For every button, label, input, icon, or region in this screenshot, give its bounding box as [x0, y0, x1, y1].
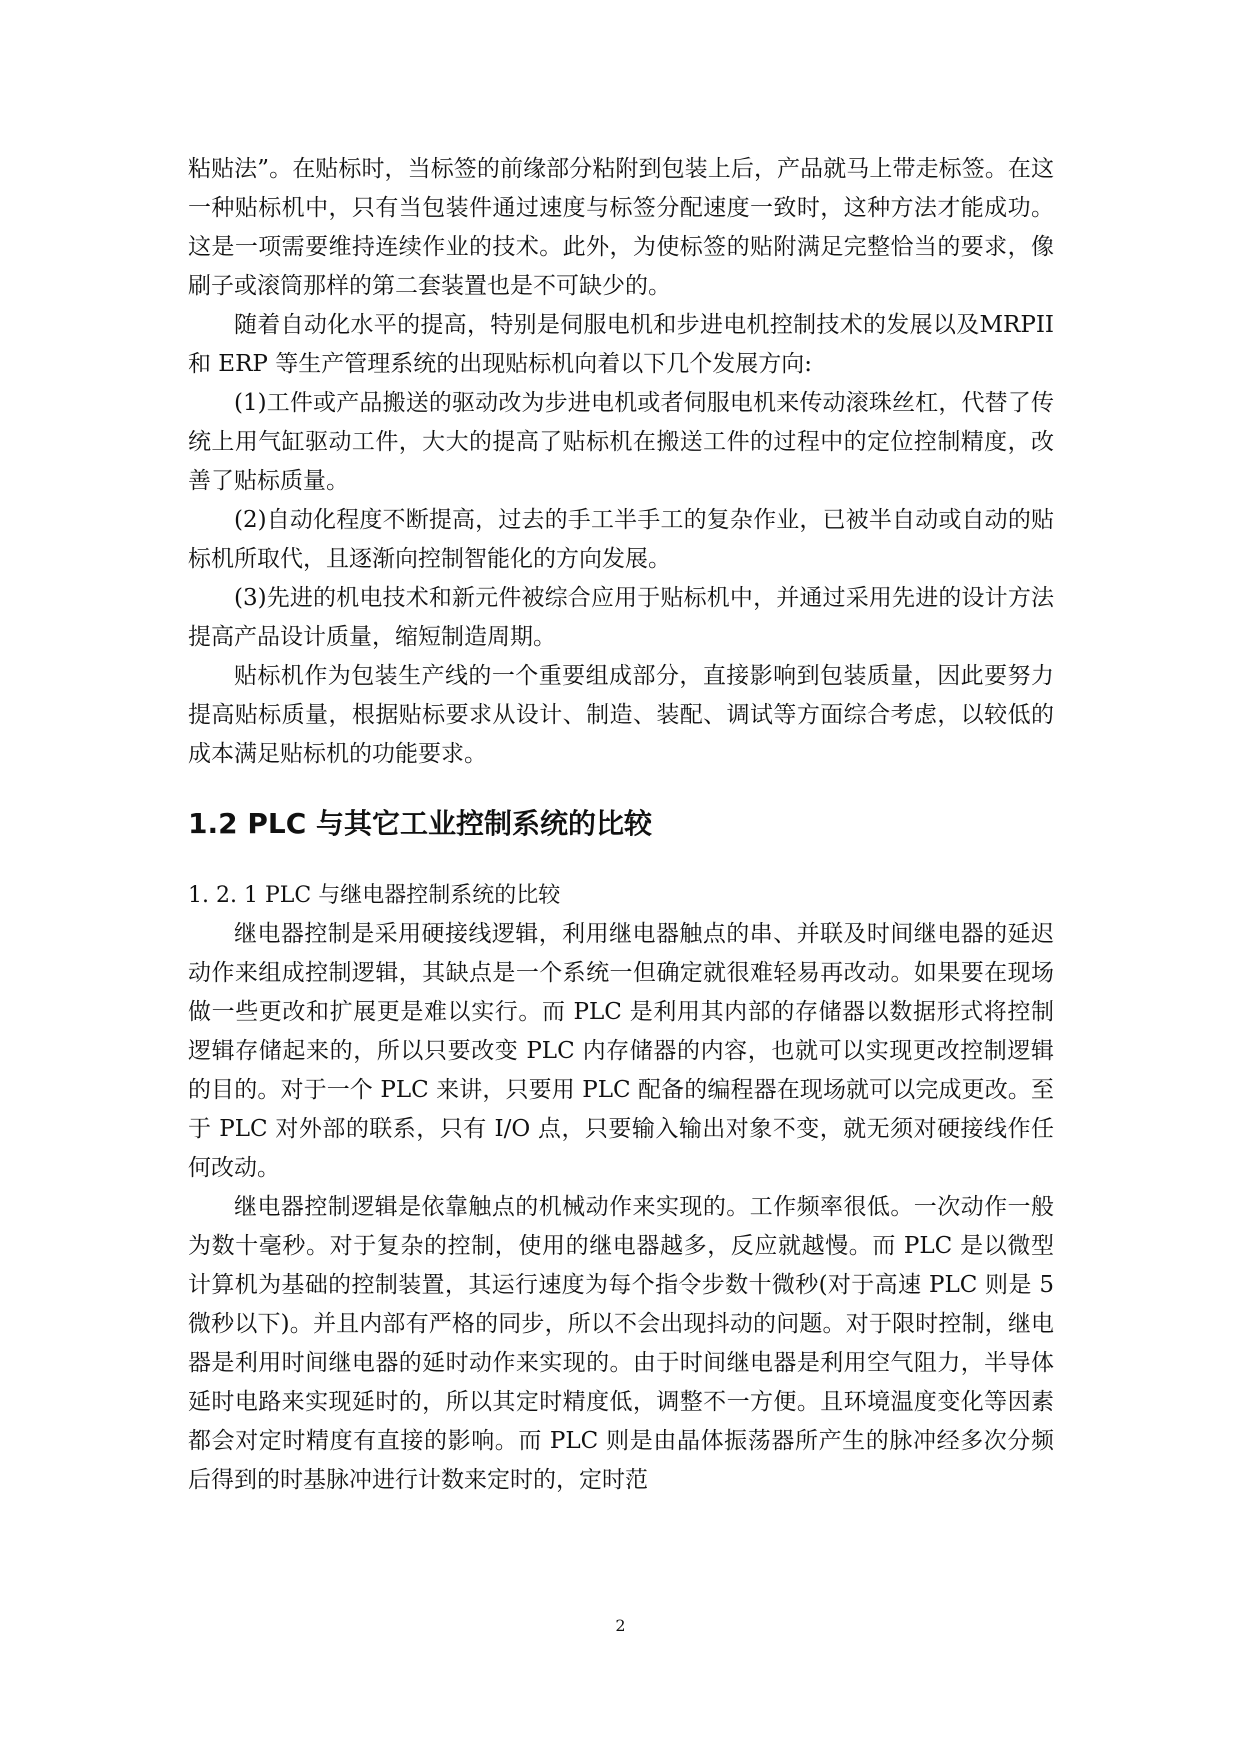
subsection-heading: 1. 2. 1 PLC 与继电器控制系统的比较 — [188, 883, 561, 908]
page-number: 2 — [615, 1616, 626, 1635]
paragraph-summary: 贴标机作为包装生产线的一个重要组成部分，直接影响到包装质量，因此要努力提高贴标质量，根据贴标要求从设计、制造、装配、调试等方面综合考虑，以较低的成本满足贴标机的功能要求。 — [188, 663, 1054, 767]
paragraph-continuation: 粘贴法”。在贴标时，当标签的前缘部分粘附到包装上后，产品就马上带走标签。在这一种贴标机中，只有当包装件通过速度与标签分配速度一致时，这种方法才能成功。这是一项需要维持连续作业的技术。此外，为使标签的贴附满足完整恰当的要求，像刷子或滚筒那样的第二套装置也是不可缺少的。 — [188, 156, 1054, 299]
page-body — [188, 150, 1054, 1500]
paragraph-item-1: (1)工件或产品搬送的驱动改为步进电机或者伺服电机来传动滚珠丝杠，代替了传统上用气缸驱动工件，大大的提高了贴标机在搬送工件的过程中的定位控制精度，改善了贴标质量。 — [188, 390, 1054, 494]
section-heading: 1.2 PLC 与其它工业控制系统的比较 — [188, 807, 653, 840]
paragraph-relay-logic: 继电器控制是采用硬接线逻辑，利用继电器触点的串、并联及时间继电器的延迟动作来组成控制逻辑，其缺点是一个系统一但确定就很难轻易再改动。如果要在现场做一些更改和扩展更是难以实行。而 PLC 是利用其内部的存储器以数据形式将控制逻辑存储起来的，所以只要改变 PLC 内存储器的内容，也就可以实现更改控制逻辑的目的。对于一个 PLC 来讲，只要用 PLC 配备的编程器在现场就可以完成更改。至于 PLC 对外部的联系，只有 I/O 点，只要输入输出对象不变，就无须对硬接线作任何改动。 — [188, 921, 1054, 1181]
paragraph-relay-speed: 继电器控制逻辑是依靠触点的机械动作来实现的。工作频率很低。一次动作一般为数十毫秒。对于复杂的控制，使用的继电器越多，反应就越慢。而 PLC 是以微型计算机为基础的控制装置，其运行速度为每个指令步数十微秒(对于高速 PLC 则是 5 微秒以下)。并且内部有严格的同步，所以不会出现抖动的问题。对于限时控制，继电器是利用时间继电器的延时动作来实现的。由于时间继电器是利用空气阻力，半导体延时电路来实现延时的，所以其定时精度低，调整不一方便。且环境温度变化等因素都会对定时精度有直接的影响。而 PLC 则是由晶体振荡器所产生的脉冲经多次分频后得到的时基脉冲进行计数来定时的，定时范 — [188, 1194, 1054, 1493]
paragraph-development-intro: 随着自动化水平的提高，特别是伺服电机和步进电机控制技术的发展以及MRPII和 ERP 等生产管理系统的出现贴标机向着以下几个发展方向: — [188, 312, 1054, 377]
paragraph-item-2: (2)自动化程度不断提高，过去的手工半手工的复杂作业，已被半自动或自动的贴标机所取代，且逐渐向控制智能化的方向发展。 — [188, 507, 1054, 572]
paragraph-item-3: (3)先进的机电技术和新元件被综合应用于贴标机中，并通过采用先进的设计方法提高产品设计质量，缩短制造周期。 — [188, 585, 1054, 650]
